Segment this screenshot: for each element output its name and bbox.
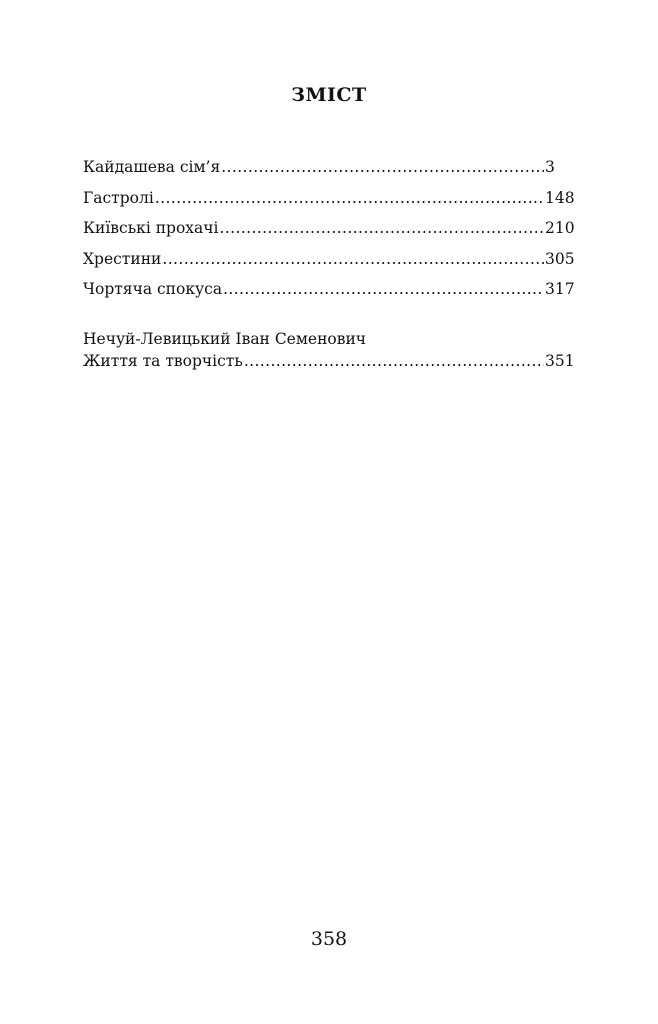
- table-of-contents: [83, 158, 578, 311]
- page-number: 358: [310, 928, 348, 950]
- toc-entry-title: Кайдашева сім’я: [83, 158, 221, 176]
- author-name: Нечуй-Левицький Іван Семенович: [83, 330, 367, 348]
- toc-entry: [83, 250, 578, 281]
- toc-entry: [83, 189, 578, 220]
- dot-leader: [155, 189, 544, 207]
- toc-entry: [83, 280, 578, 311]
- toc-entry-title: Хрестини: [83, 249, 162, 268]
- author-section: [83, 330, 578, 374]
- toc-entry-page: 317: [545, 280, 575, 298]
- dot-leader: [162, 250, 544, 268]
- toc-entry-title: Чортяча спокуса: [83, 280, 223, 298]
- toc-entry-title: Гастролі: [83, 188, 154, 207]
- toc-entry: [83, 352, 578, 374]
- dot-leader: [223, 280, 544, 298]
- toc-entry-page: 305: [545, 249, 575, 268]
- toc-entry-title: Київські прохачі: [83, 219, 219, 237]
- toc-entry: [83, 158, 578, 189]
- toc-entry-page: 3: [545, 158, 555, 176]
- dot-leader: [219, 219, 544, 237]
- toc-entry-page: 148: [545, 188, 575, 207]
- toc-entry: [83, 219, 578, 250]
- toc-entry-page: 210: [545, 219, 575, 237]
- page-title: ЗМІСТ: [291, 84, 367, 106]
- toc-entry-page: 351: [545, 352, 575, 370]
- toc-entry-title: Життя та творчість: [83, 352, 243, 370]
- dot-leader: [221, 158, 544, 176]
- dot-leader: [244, 352, 544, 370]
